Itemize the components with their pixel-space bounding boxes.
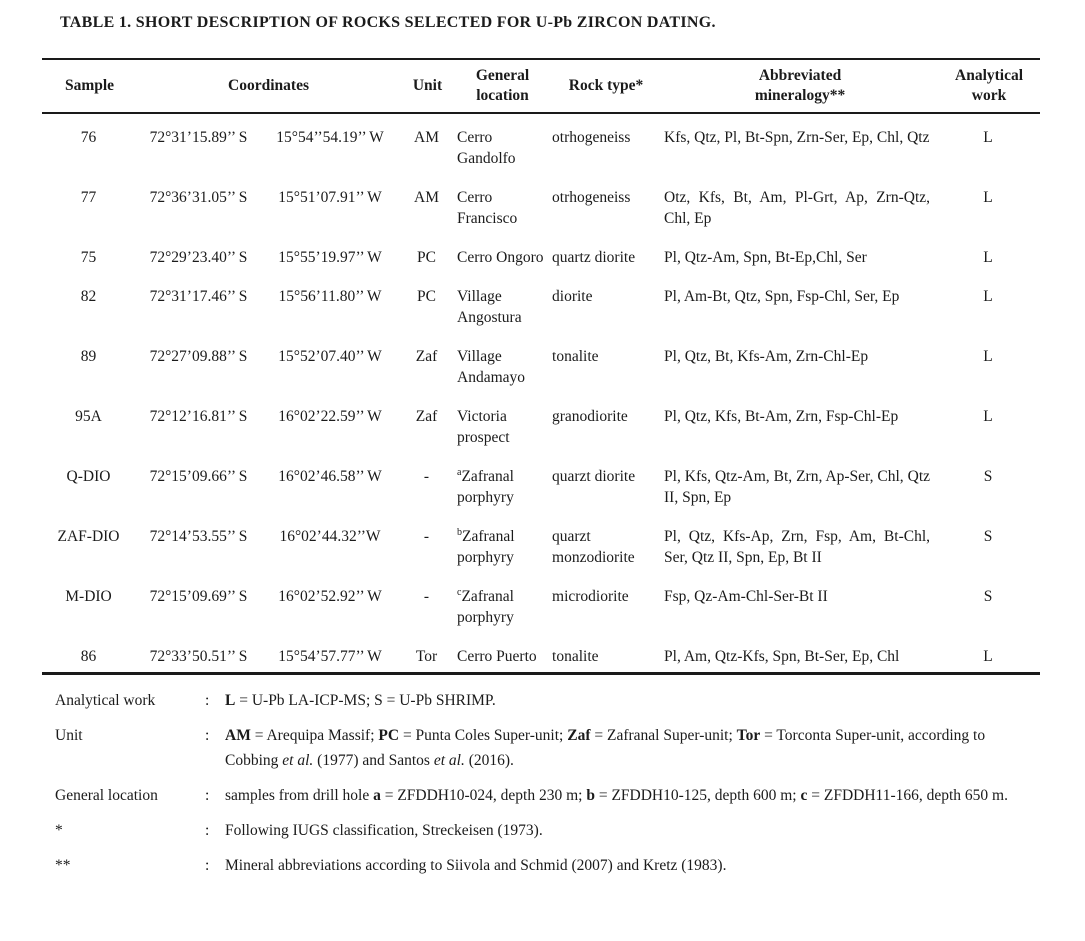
cell-rock-type: microdiorite — [552, 588, 629, 605]
footnotes-section — [42, 688, 1044, 878]
cell-sample: 76 — [80, 129, 97, 146]
cell-sample: Q-DIO — [66, 468, 111, 485]
cell-location — [455, 113, 550, 174]
cell-analytical-work: S — [983, 528, 993, 545]
cell-unit: PC — [417, 288, 436, 305]
footnote-text: Following IUGS classification, Streckeisen (1973). — [225, 822, 543, 839]
cell-sample: 89 — [80, 348, 97, 365]
footnote-label: General location — [55, 787, 158, 804]
footnote-text: samples from drill hole a = ZFDDH10-024, depth 230 m; b = ZFDDH10-125, depth 600 m; c = ZFDDH11-166, depth 650 m. — [225, 787, 1008, 804]
cell-latitude: 72°27’09.88’’ S — [149, 348, 248, 365]
cell-mineralogy: Fsp, Qz-Am-Chl-Ser-Bt II — [664, 588, 828, 605]
cell-unit: AM — [414, 129, 439, 146]
footnote-analytical-work — [42, 688, 1044, 713]
footnote-text: Mineral abbreviations according to Siivola and Schmid (2007) and Kretz (1983). — [225, 857, 727, 874]
cell-location — [455, 273, 550, 333]
cell-sample: M-DIO — [65, 588, 112, 605]
table-title: TABLE 1. SHORT DESCRIPTION OF ROCKS SELECTED FOR U-Pb ZIRCON DATING. — [60, 14, 716, 31]
cell-location — [455, 573, 550, 633]
cell-unit: - — [423, 588, 430, 605]
table-row-89 — [42, 333, 1040, 393]
cell-latitude: 72°15’09.69’’ S — [149, 588, 248, 605]
footnote-general-location — [42, 783, 1044, 808]
table-row-ZAF-DIO — [42, 513, 1040, 573]
cell-latitude: 72°36’31.05’’ S — [149, 189, 248, 206]
cell-analytical-work: S — [983, 588, 993, 605]
location-text: Cerro Gandolfo — [457, 129, 516, 167]
cell-rock-type: otrhogeneiss — [552, 189, 631, 206]
cell-latitude: 72°29’23.40’’ S — [149, 249, 248, 266]
cell-unit: Zaf — [415, 408, 438, 425]
footnote-text: L = U-Pb LA-ICP-MS; S = U-Pb SHRIMP. — [225, 692, 496, 709]
location-text: Zafranal porphyry — [457, 528, 515, 566]
location-text: Zafranal porphyry — [457, 468, 514, 506]
footnote-colon: : — [205, 727, 210, 744]
cell-longitude: 15°52’07.40’’ W — [278, 348, 382, 365]
cell-analytical-work: L — [983, 348, 993, 365]
table-row-76 — [42, 113, 1040, 174]
header-row — [42, 59, 1040, 113]
cell-analytical-work: L — [983, 648, 993, 665]
cell-unit: Tor — [415, 648, 438, 665]
cell-unit: Zaf — [415, 348, 438, 365]
cell-longitude: 16°02’46.58’’ W — [278, 468, 382, 485]
footnote-asterisk — [42, 818, 1044, 843]
footnote-text: AM = Arequipa Massif; PC = Punta Coles Super-unit; Zaf = Zafranal Super-unit; Tor = Torconta Super-unit, according to Cobbing et al. (1977) and Santos et al. (2016). — [225, 727, 986, 769]
footnote-label: * — [55, 822, 63, 839]
cell-location — [455, 174, 550, 234]
location-text: Victoria prospect — [457, 408, 510, 446]
cell-sample: ZAF-DIO — [57, 528, 120, 545]
cell-latitude: 72°33’50.51’’ S — [149, 648, 248, 665]
footnote-colon: : — [205, 822, 210, 839]
cell-longitude: 15°54’57.77’’ W — [278, 648, 382, 665]
col-header-unit: Unit — [412, 77, 443, 94]
cell-longitude: 15°51’07.91’’ W — [278, 189, 382, 206]
cell-location — [455, 453, 550, 513]
col-header-rock-type: Rock type* — [568, 77, 644, 94]
cell-rock-type: quarzt monzodiorite — [552, 528, 635, 566]
table-row-75 — [42, 234, 1040, 273]
cell-latitude: 72°14’53.55’’ S — [149, 528, 248, 545]
cell-mineralogy: Pl, Qtz-Am, Spn, Bt-Ep,Chl, Ser — [664, 249, 867, 266]
footnote-colon: : — [205, 857, 210, 874]
col-header-coordinates: Coordinates — [228, 77, 309, 94]
table-row-82 — [42, 273, 1040, 333]
cell-longitude: 15°56’11.80’’ W — [278, 288, 382, 305]
cell-mineralogy: Pl, Am-Bt, Qtz, Spn, Fsp-Chl, Ser, Ep — [664, 288, 900, 305]
cell-rock-type: otrhogeneiss — [552, 129, 631, 146]
table-row-77 — [42, 174, 1040, 234]
cell-longitude: 16°02’22.59’’ W — [278, 408, 382, 425]
cell-mineralogy: Pl, Qtz, Bt, Kfs-Am, Zrn-Chl-Ep — [664, 348, 869, 365]
location-text: Village Andamayo — [457, 348, 526, 386]
cell-longitude: 15°55’19.97’’ W — [278, 249, 382, 266]
table-body — [42, 113, 1040, 674]
cell-mineralogy: Otz, Kfs, Bt, Am, Pl-Grt, Ap, Zrn-Qtz, Chl, Ep — [664, 189, 931, 227]
cell-rock-type: tonalite — [552, 348, 599, 365]
cell-sample: 86 — [80, 648, 97, 665]
cell-longitude: 15°54’’54.19’’ W — [276, 129, 384, 146]
location-text: Cerro Ongoro — [457, 249, 544, 266]
cell-mineralogy: Pl, Kfs, Qtz-Am, Bt, Zrn, Ap-Ser, Chl, Qtz II, Spn, Ep — [664, 468, 931, 506]
cell-rock-type: quartz diorite — [552, 249, 636, 266]
cell-unit: - — [423, 468, 430, 485]
cell-location — [455, 234, 550, 273]
cell-mineralogy: Pl, Qtz, Kfs-Ap, Zrn, Fsp, Am, Bt-Chl, Ser, Qtz II, Spn, Ep, Bt II — [664, 528, 931, 566]
cell-unit: AM — [414, 189, 439, 206]
cell-mineralogy: Pl, Am, Qtz-Kfs, Spn, Bt-Ser, Ep, Chl — [664, 648, 900, 665]
footnote-label: ** — [55, 857, 71, 874]
cell-analytical-work: L — [983, 189, 993, 206]
footnote-colon: : — [205, 787, 210, 804]
cell-analytical-work: S — [983, 468, 993, 485]
table-row-86 — [42, 633, 1040, 674]
location-text: Cerro Francisco — [457, 189, 518, 227]
location-text: Zafranal porphyry — [457, 588, 514, 626]
cell-analytical-work: L — [983, 408, 993, 425]
footnote-colon: : — [205, 692, 210, 709]
col-header-mineralogy: Abbreviated mineralogy** — [754, 67, 846, 104]
rock-description-table — [42, 58, 1040, 675]
cell-unit: - — [423, 528, 430, 545]
location-text: Village Angostura — [457, 288, 522, 326]
footnote-label: Unit — [55, 727, 83, 744]
cell-sample: 95A — [75, 408, 102, 425]
cell-latitude: 72°31’15.89’’ S — [149, 129, 248, 146]
table-row-Q-DIO — [42, 453, 1040, 513]
cell-sample: 77 — [80, 189, 97, 206]
cell-location — [455, 393, 550, 453]
table-row-M-DIO — [42, 573, 1040, 633]
cell-sample: 82 — [80, 288, 97, 305]
drill-hole-superscript: c — [457, 586, 462, 598]
cell-mineralogy: Pl, Qtz, Kfs, Bt-Am, Zrn, Fsp-Chl-Ep — [664, 408, 899, 425]
cell-latitude: 72°12’16.81’’ S — [149, 408, 248, 425]
col-header-general-location: General location — [475, 67, 530, 104]
cell-rock-type: tonalite — [552, 648, 599, 665]
col-header-analytical-work: Analytical work — [955, 67, 1024, 104]
cell-rock-type: quarzt diorite — [552, 468, 636, 485]
cell-analytical-work: L — [983, 288, 993, 305]
cell-mineralogy: Kfs, Qtz, Pl, Bt-Spn, Zrn-Ser, Ep, Chl, Qtz — [664, 129, 930, 146]
cell-analytical-work: L — [983, 129, 993, 146]
footnote-unit — [42, 723, 1044, 773]
cell-location — [455, 333, 550, 393]
cell-rock-type: diorite — [552, 288, 593, 305]
footnote-label: Analytical work — [55, 692, 156, 709]
table-header — [42, 59, 1040, 113]
cell-rock-type: granodiorite — [552, 408, 628, 425]
cell-latitude: 72°15’09.66’’ S — [149, 468, 248, 485]
cell-analytical-work: L — [983, 249, 993, 266]
cell-location — [455, 513, 550, 573]
cell-latitude: 72°31’17.46’’ S — [149, 288, 248, 305]
cell-sample: 75 — [80, 249, 97, 266]
cell-location — [455, 633, 550, 674]
drill-hole-superscript: b — [457, 526, 463, 538]
drill-hole-superscript: a — [457, 466, 462, 478]
footnote-double-asterisk — [42, 853, 1044, 878]
col-header-sample: Sample — [64, 77, 115, 94]
cell-unit: PC — [417, 249, 436, 266]
cell-longitude: 16°02’44.32’’W — [279, 528, 381, 545]
cell-longitude: 16°02’52.92’’ W — [278, 588, 382, 605]
table-row-95A — [42, 393, 1040, 453]
location-text: Cerro Puerto — [457, 648, 537, 665]
